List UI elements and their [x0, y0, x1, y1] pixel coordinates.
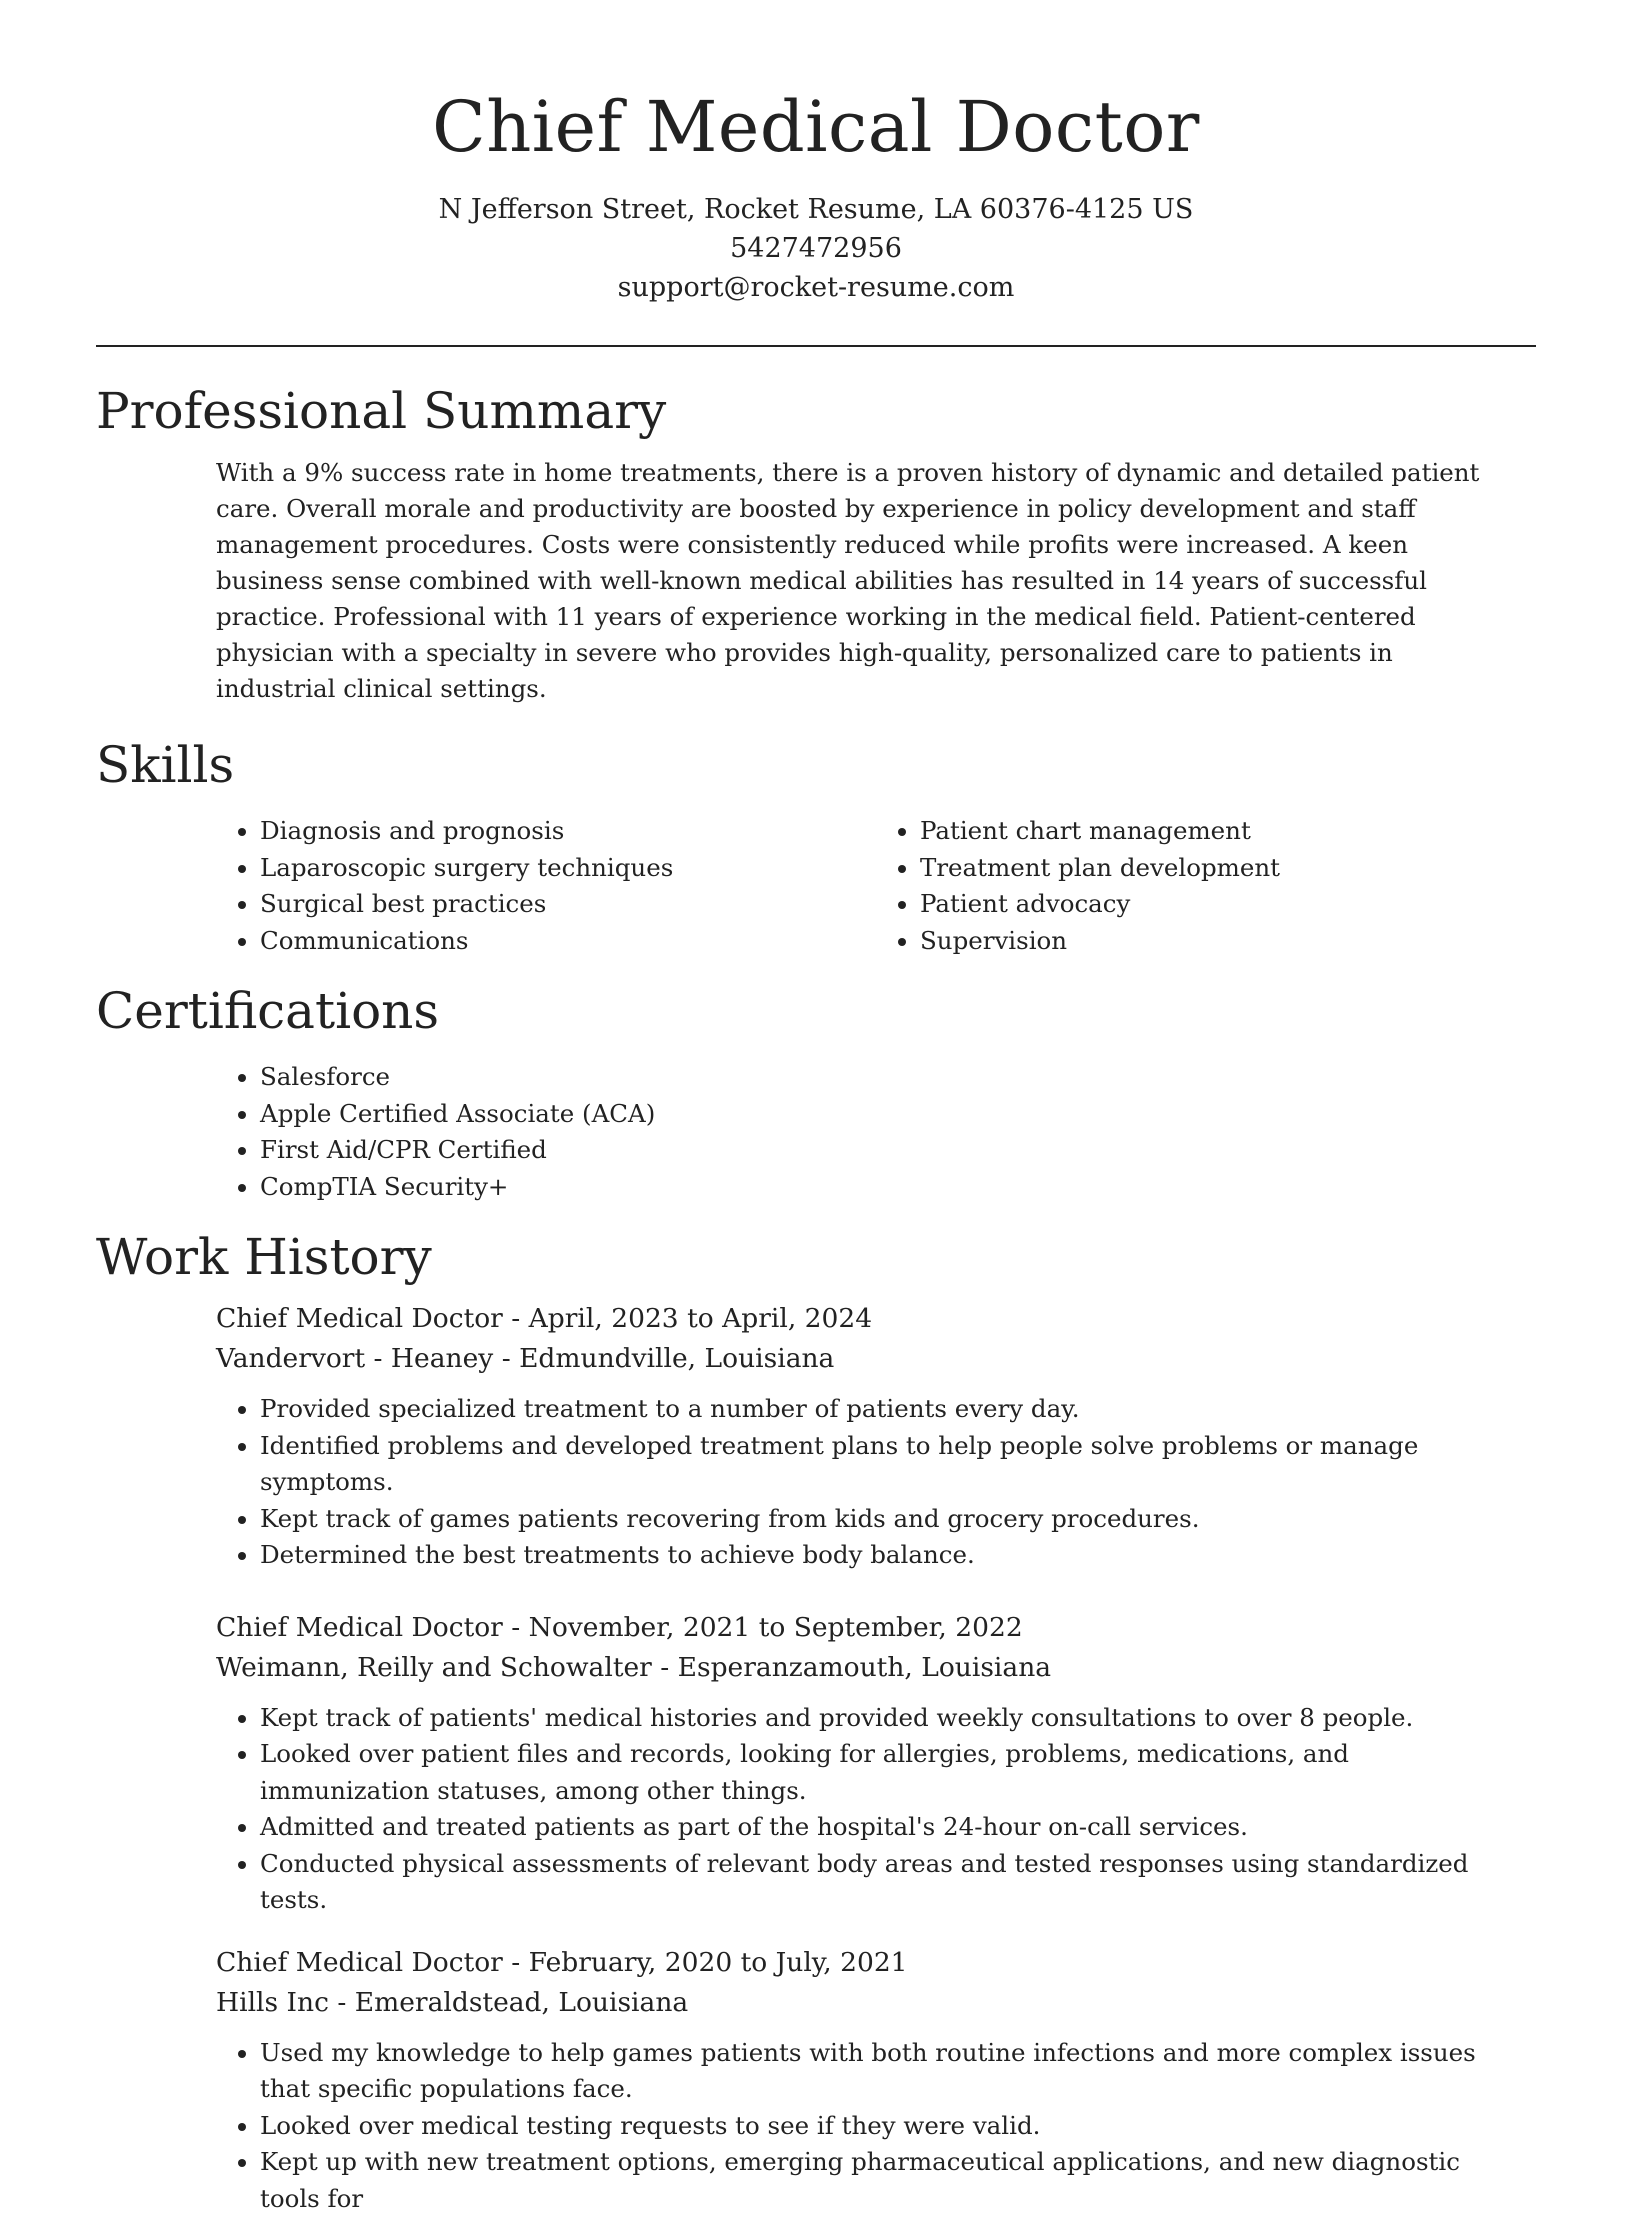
certifications-section [96, 981, 1536, 1205]
job-bullet: • Provided specialized treatment to a number of patients every day. [260, 1391, 1520, 1428]
resume-name: Chief Medical Doctor [0, 86, 1632, 168]
skill-item: • Laparoscopic surgery techniques [260, 850, 876, 887]
skill-item: • Surgical best practices [260, 886, 876, 923]
resume-header [0, 0, 1632, 307]
job-title: Chief Medical Doctor [216, 1303, 503, 1334]
job-bullet: • Kept track of games patients recovering from kids and grocery procedures. [260, 1501, 1520, 1538]
job-title-line [216, 1608, 1536, 1648]
work-history-heading: Work History [96, 1227, 1536, 1287]
job-location: - Emeraldstead, Louisiana [337, 1987, 688, 2018]
certification-item: • Salesforce [260, 1059, 1536, 1096]
job-company: Vandervort - Heaney [216, 1343, 493, 1374]
job-bullet: • Used my knowledge to help games patients with both routine infections and more complex issues that specific populations face. [260, 2035, 1520, 2108]
job-company-line [216, 1339, 1536, 1379]
job-bullet: • Admitted and treated patients as part of the hospital's 24-hour on-call services. [260, 1809, 1520, 1846]
job-entry [216, 1943, 1536, 2217]
email: support@rocket-resume.com [0, 268, 1632, 307]
job-company: Hills Inc [216, 1987, 329, 2018]
work-history-section [96, 1227, 1536, 2217]
skill-item: • Patient chart management [920, 813, 1536, 850]
skills-heading: Skills [96, 735, 1536, 795]
phone: 5427472956 [0, 229, 1632, 268]
skills-grid [216, 813, 1536, 959]
certification-item: • First Aid/CPR Certified [260, 1132, 1536, 1169]
job-location: - Esperanzamouth, Louisiana [660, 1652, 1051, 1683]
job-company-line [216, 1983, 1536, 2023]
job-title-line [216, 1943, 1536, 1983]
job-bullet: • Identified problems and developed treatment plans to help people solve problems or manage symptoms. [260, 1428, 1520, 1501]
summary-text: With a 9% success rate in home treatments, there is a proven history of dynamic and detailed patient care. Overall morale and productivity are boosted by experience in policy development and staff management procedures. Costs were consistently reduced while profits were increased. A keen business sense combined with well-known medical abilities has resulted in 14 years of successful practice. Professional with 11 years of experience working in the medical field. Patient-centered physician with a specialty in severe who provides high-quality, personalized care to patients in industrial clinical settings. [216, 455, 1516, 707]
job-bullet: • Determined the best treatments to achieve body balance. [260, 1537, 1520, 1574]
skill-item: • Communications [260, 923, 876, 960]
job-company: Weimann, Reilly and Schowalter [216, 1652, 652, 1683]
job-dates: - April, 2023 to April, 2024 [511, 1303, 872, 1334]
skills-list-left [216, 813, 876, 959]
job-bullets [216, 1391, 1520, 1574]
header-divider [96, 345, 1536, 347]
job-bullet: • Looked over patient files and records, looking for allergies, problems, medications, and immunization statuses, among other things. [260, 1736, 1520, 1809]
skill-item: • Diagnosis and prognosis [260, 813, 876, 850]
job-title: Chief Medical Doctor [216, 1947, 503, 1978]
job-entry [216, 1608, 1536, 1919]
job-dates: - February, 2020 to July, 2021 [511, 1947, 907, 1978]
skills-list-right [876, 813, 1536, 959]
job-company-line [216, 1648, 1536, 1688]
certification-item: • Apple Certified Associate (ACA) [260, 1096, 1536, 1133]
certification-item: • CompTIA Security+ [260, 1169, 1536, 1206]
certifications-list-wrap [216, 1059, 1536, 1205]
job-bullet: • Looked over medical testing requests to see if they were valid. [260, 2108, 1520, 2145]
skills-section [96, 735, 1536, 959]
job-title-line [216, 1299, 1536, 1339]
job-bullet: • Kept up with new treatment options, emerging pharmaceutical applications, and new diagnostic tools for [260, 2144, 1520, 2217]
certifications-heading: Certifications [96, 981, 1536, 1041]
skill-item: • Treatment plan development [920, 850, 1536, 887]
job-bullets [216, 1700, 1520, 1919]
skill-item: • Patient advocacy [920, 886, 1536, 923]
job-title: Chief Medical Doctor [216, 1612, 503, 1643]
certifications-list [216, 1059, 1536, 1205]
skill-item: • Supervision [920, 923, 1536, 960]
job-bullet: • Conducted physical assessments of relevant body areas and tested responses using standardized tests. [260, 1846, 1520, 1919]
job-location: - Edmundville, Louisiana [502, 1343, 835, 1374]
job-dates: - November, 2021 to September, 2022 [511, 1612, 1022, 1643]
job-bullets [216, 2035, 1520, 2217]
job-entry [216, 1299, 1536, 1574]
summary-section [96, 381, 1536, 707]
address: N Jefferson Street, Rocket Resume, LA 60376-4125 US [0, 190, 1632, 229]
job-bullet: • Kept track of patients' medical histories and provided weekly consultations to over 8 people. [260, 1700, 1520, 1737]
summary-heading: Professional Summary [96, 381, 1536, 441]
contact-block [0, 190, 1632, 307]
